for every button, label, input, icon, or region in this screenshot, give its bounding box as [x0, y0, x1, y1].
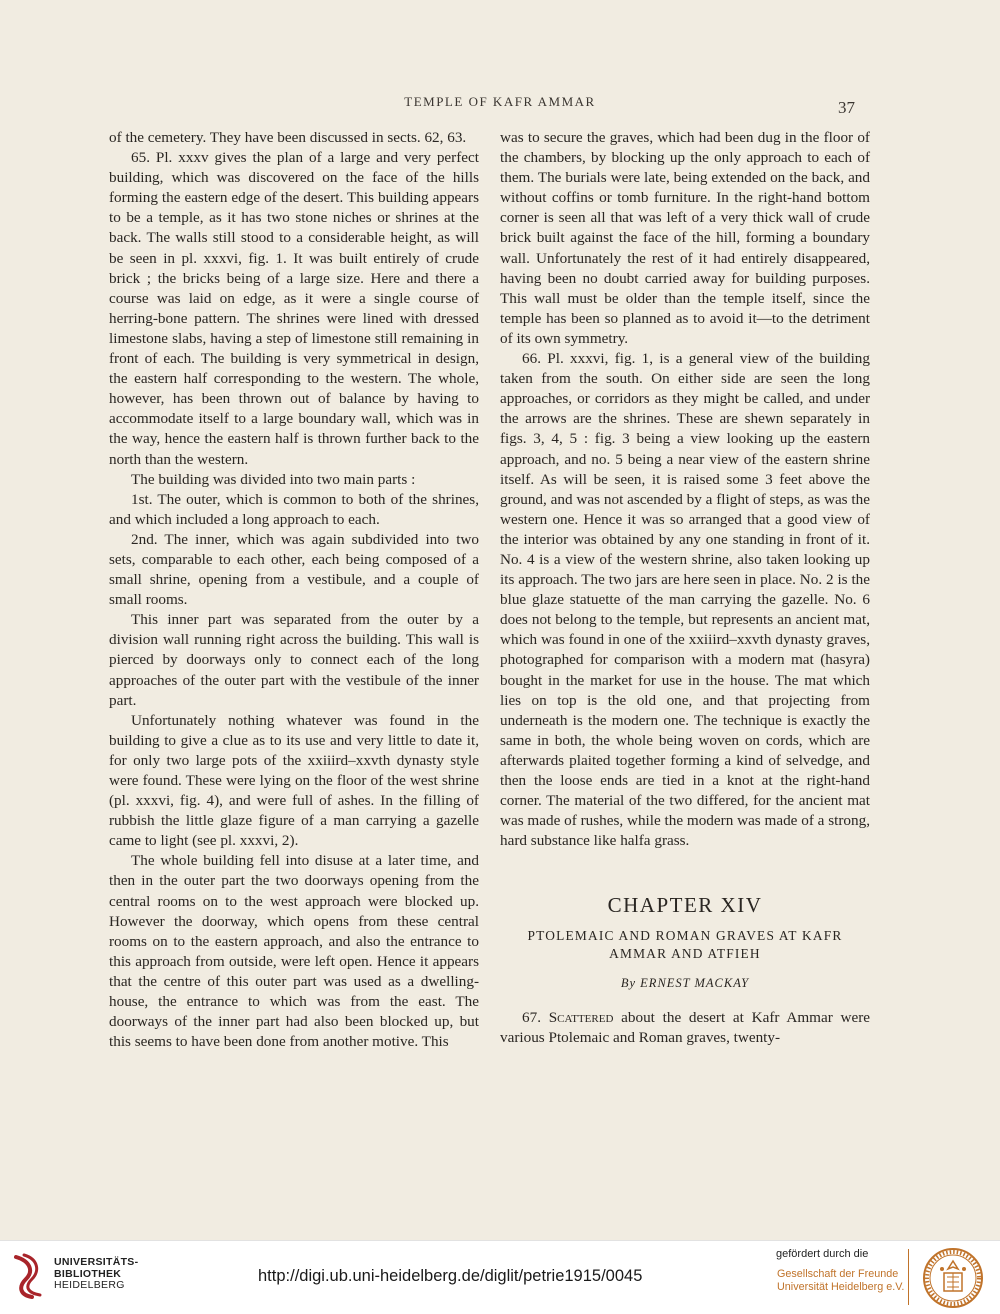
chapter-byline: By ERNEST MACKAY [620, 976, 750, 991]
left-column [109, 128, 479, 1052]
section-text: about the desert at Kafr Ammar were various Ptolemaic and Roman graves, twenty- [500, 1008, 871, 1046]
chapter-subtitle: PTOLEMAIC AND ROMAN GRAVES AT KAFR AMMAR AND ATFIEH [527, 928, 843, 962]
right-column [500, 128, 870, 1048]
university-library-name [54, 1257, 138, 1292]
funded-by-label: gefördert durch die [776, 1248, 869, 1260]
running-title: TEMPLE OF KAFR AMMAR [404, 94, 596, 109]
paragraph: Unfortunately nothing whatever was found in the building to give a clue as to its use and very little to date it, for only two large pots of the xxiiird–xxvth dynasty style were found. These were lying on the floor of the west shrine (pl. xxxvi, fig. 4), and were full of ashes. In the filling of rubbish the little glaze figure of a man carrying a gazelle came to light (see pl. xxxvi, 2). [109, 711, 479, 850]
paragraph: 1st. The outer, which is common to both of the shrines, and which included a long approach to each. [109, 490, 479, 528]
section-lead: 67. Scattered [522, 1008, 614, 1026]
paragraph: 2nd. The inner, which was again subdivided into two sets, comparable to each other, each being composed of a small shrine, opening from a vestibule, and a couple of small rooms. [109, 530, 479, 609]
paragraph: This inner part was separated from the outer by a division wall running right across the building. This wall is pierced by doorways only to connect each of the long approaches of the outer part with the vestibule of the inner part. [109, 611, 479, 709]
paragraph: was to secure the graves, which had been dug in the floor of the chambers, by blocking up the only approach to each of them. The burials were late, being extended on the back, and without coffins or tomb furniture. In the right-hand bottom corner is seen all that was left of a very thick wall of crude brick built against the face of the hill, forming a boundary wall. Unfortunately the rest of it had entirely disappeared, having been no doubt carried away for building purposes. This wall must be older than the temple itself, since the temple has been so planned as to avoid it—to the detriment of its own symmetry. [500, 129, 870, 347]
paragraph: The whole building fell into disuse at a later time, and then in the outer part the two doorways opening from the central rooms on to the west approach were blocked up. However the doorway, which opens from these central rooms on to the eastern approach, and also the entrance to this approach from outside, were left open. Hence it appears that the centre of this outer part was used as a dwelling-house, the entrance to which was from the east. The doorways of the inner part had also been blocked up, but this seems to have been done from another motive. This [109, 852, 479, 1051]
digital-library-footer [0, 1240, 1000, 1314]
library-name-line: UNIVERSITÄTS- [54, 1256, 139, 1268]
chapter-title: CHAPTER XIV [607, 893, 763, 918]
paragraph: 65. Pl. xxxv gives the plan of a large and very perfect building, which was discovered on the face of the hills forming the eastern edge of the desert. This building appears to be a temple, as it has two stone niches or shrines at the back. The walls still stood to a considerable height, as will be seen in pl. xxxvi, fig. 1. It was built entirely of crude brick ; the bricks being of a large size. Here and there a course was laid on edge, as it were a single course of herring-bone pattern. The shrines were lined with dressed limestone slabs, having a step of limestone still remaining in front of each. The building is very symmetrical in design, the eastern half corresponding to the western. The whole, however, has been thrown out of balance by having to accommodate itself to a large boundary wall, which was in the way, hence the eastern half is thrown further back to the north than the western. [109, 149, 479, 468]
sponsor-name-line: Universität Heidelberg e.V. [777, 1281, 905, 1293]
divider [908, 1249, 909, 1305]
paragraph: The building was divided into two main parts : [131, 470, 416, 488]
sponsor-name-line: Gesellschaft der Freunde [777, 1268, 899, 1280]
permalink-url[interactable]: http://digi.ub.uni-heidelberg.de/diglit/petrie1915/0045 [258, 1267, 643, 1285]
page-number: 37 [838, 98, 855, 117]
library-name-line: BIBLIOTHEK [54, 1267, 122, 1280]
library-name-line: HEIDELBERG [54, 1279, 125, 1291]
paragraph [500, 1008, 870, 1048]
paragraph: 66. Pl. xxxvi, fig. 1, is a general view of the building taken from the south. On either side are seen the long approaches, or corridors as they might be called, and under the arrows are the shrines. These are shewn separately in figs. 3, 4, 5 : fig. 3 being a view looking up the eastern approach, and no. 5 being a near view of the eastern shrine itself. As will be seen, it is raised some 3 feet above the ground, and was not ascended by a flight of steps, as was the western one. Hence it was so arranged that a good view of the interior was obtained by any one standing in front of it. No. 4 is a view of the western shrine, also taken looking up its approach. The two jars are here seen in place. No. 2 is the blue glaze statuette of the man carrying the gazelle. No. 6 does not belong to the temple, but represents an ancient mat, which was found in one of the xxiiird–xxvth dynasty graves, photographed for comparison with a modern mat (hasyra) bought in the market for use in the house. The mat which lies on top is the old one, and that projecting from underneath is the modern one. The technique is exactly the same in both, the whole being woven on cords, which are afterwards plaited together forming a kind of selvedge, and then the loose ends are tied in a knot at the right-hand corner. The material of the two differed, for the ancient mat was made of rushes, while the modern was made of a strong, hard substance like halfa grass. [500, 350, 870, 850]
university-library-logo-icon [10, 1253, 46, 1299]
university-seal-icon [922, 1247, 984, 1309]
sponsor-name [777, 1268, 904, 1294]
paragraph: of the cemetery. They have been discussed in sects. 62, 63. [109, 129, 467, 146]
